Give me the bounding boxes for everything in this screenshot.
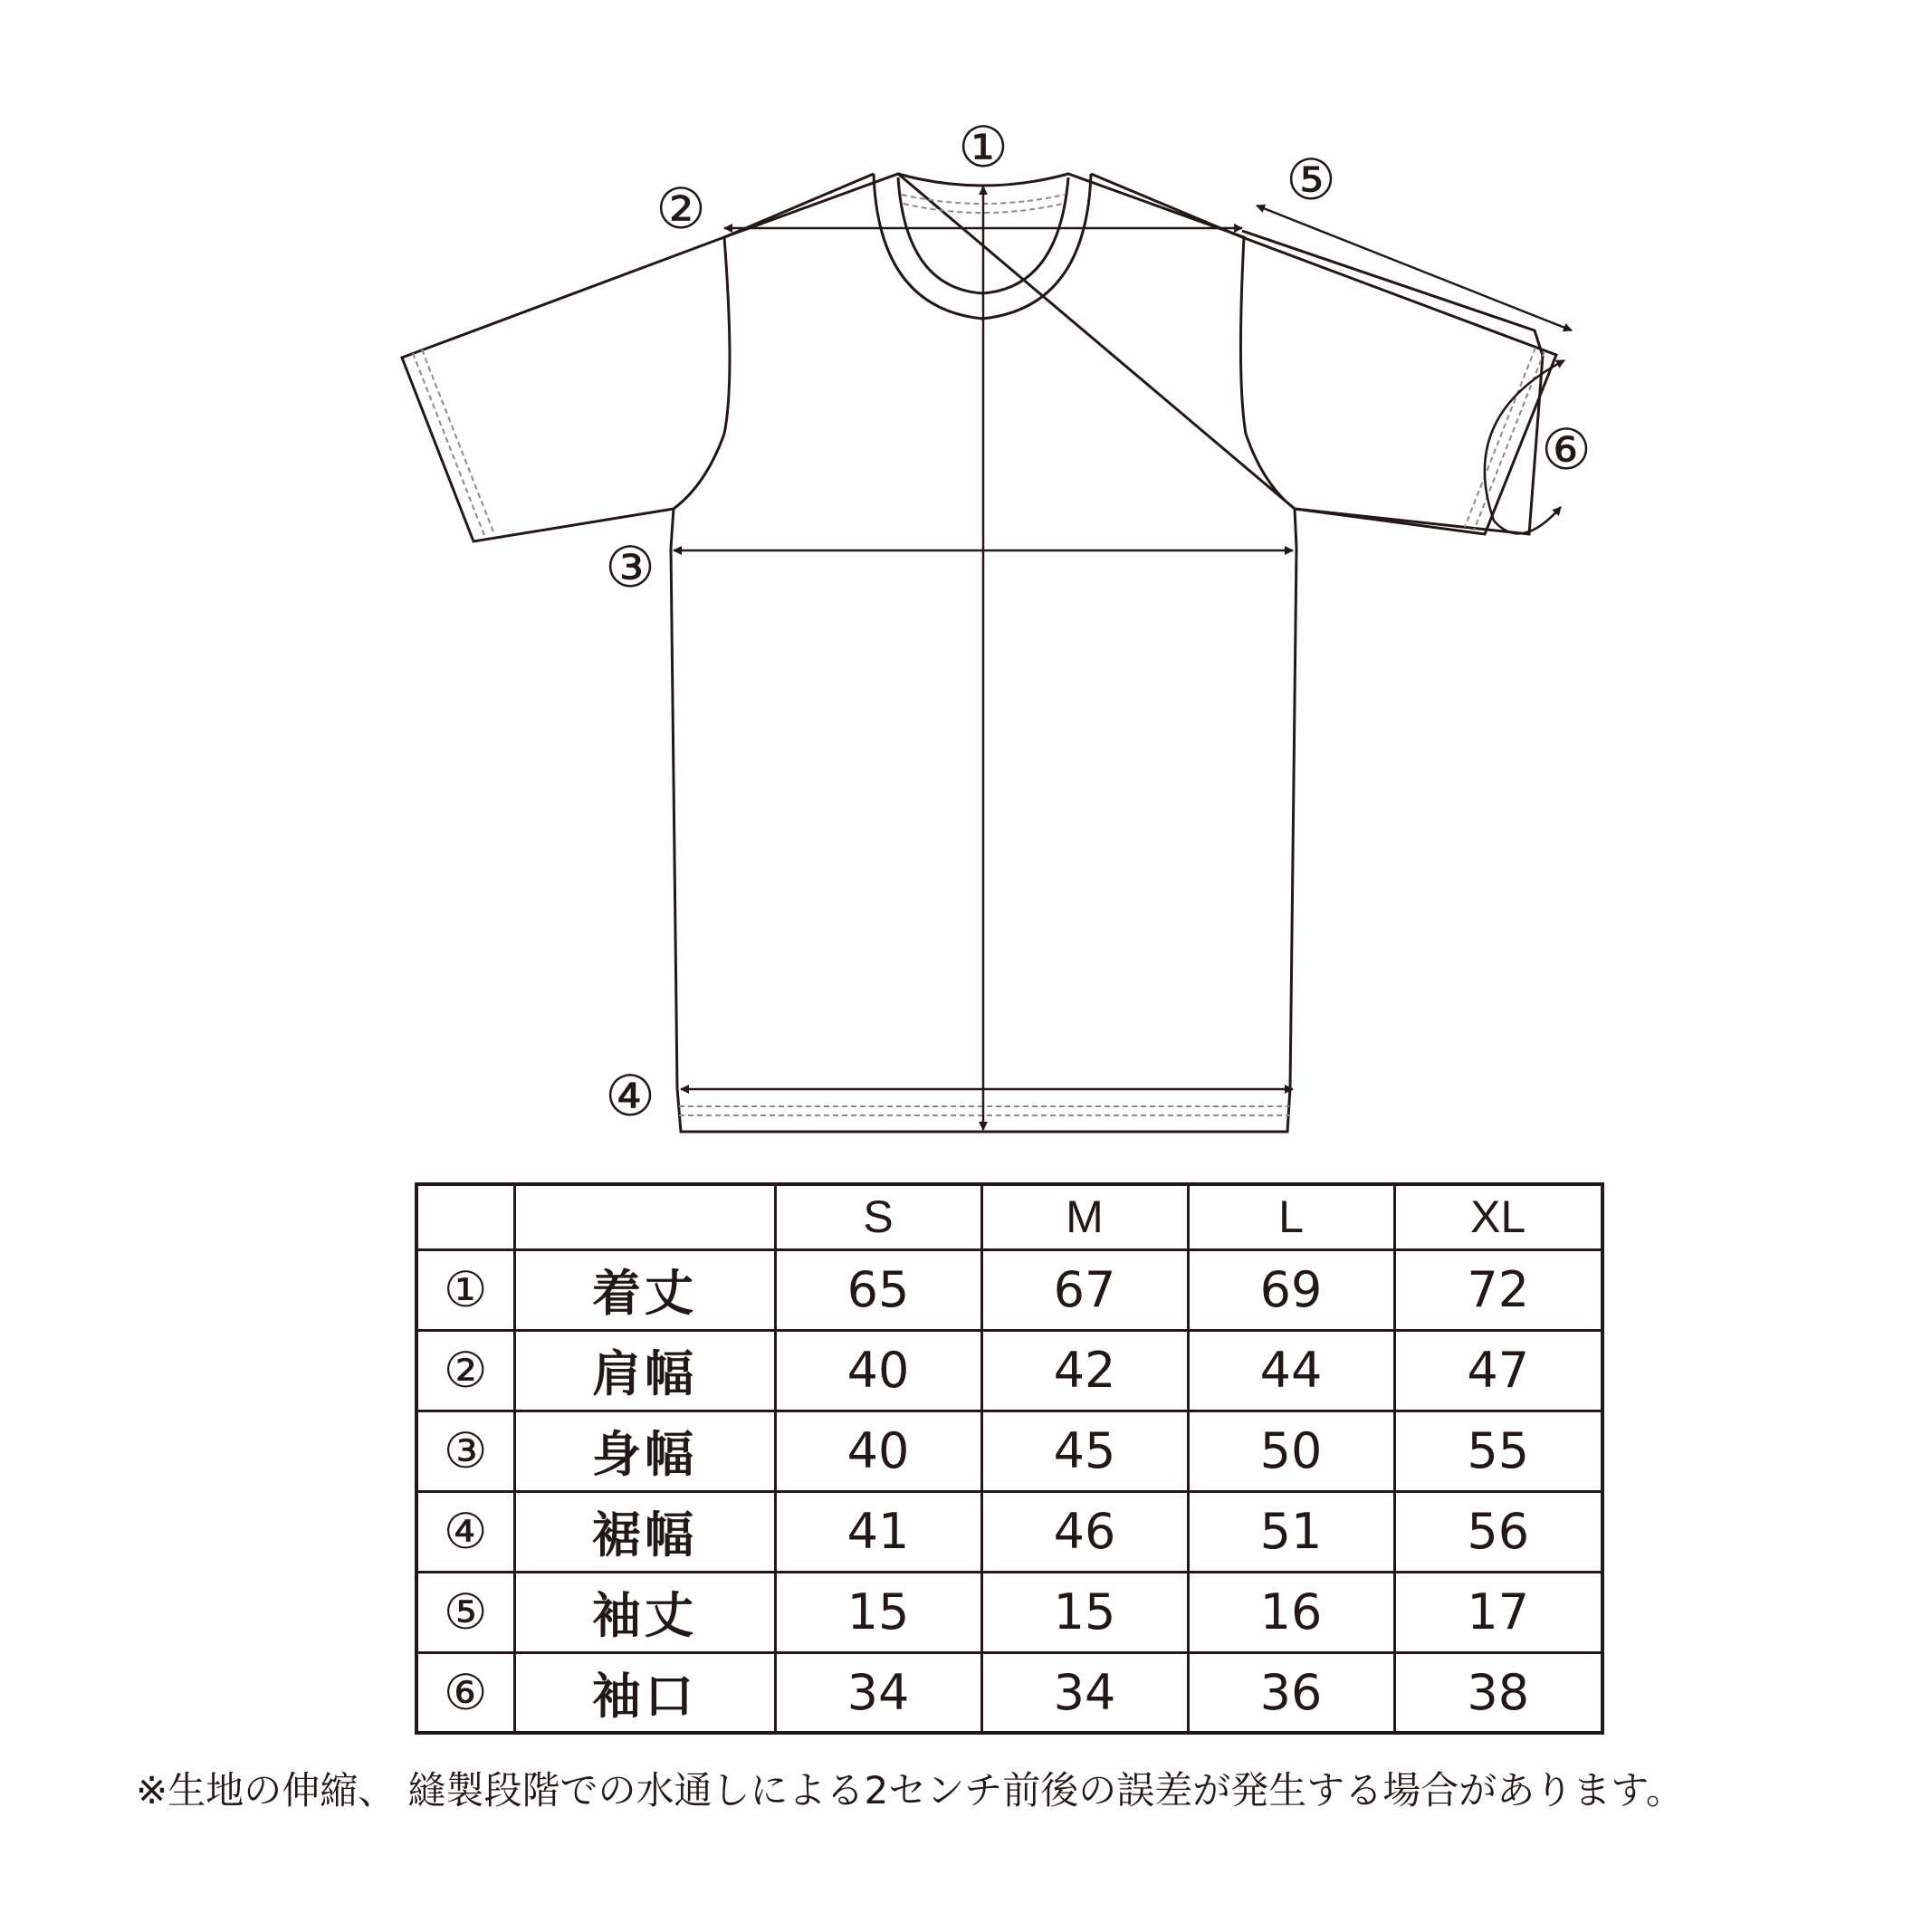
value-m: 15 [981,1572,1188,1652]
value-xl: 56 [1394,1491,1602,1572]
value-s: 41 [775,1491,981,1572]
row-name: 身幅 [514,1411,775,1491]
value-xl: 47 [1394,1330,1602,1411]
header-name-cell [514,1184,775,1249]
table-row [416,1572,1602,1652]
value-s: 65 [775,1249,981,1330]
right-sleeve [1242,237,1556,534]
value-l: 44 [1188,1330,1394,1411]
row-name: 肩幅 [514,1330,775,1411]
value-s: 34 [775,1652,981,1733]
row-marker: ② [416,1330,514,1411]
value-xl: 17 [1394,1572,1602,1652]
left-sleeve [402,237,724,541]
value-m: 46 [981,1491,1188,1572]
row-marker: ⑥ [416,1652,514,1733]
marker-hem-width: ④ [605,1063,655,1129]
table-row [416,1491,1602,1572]
row-marker: ③ [416,1411,514,1491]
header-size-xl: XL [1394,1184,1602,1249]
value-xl: 38 [1394,1652,1602,1733]
marker-sleeve-opening: ⑥ [1541,416,1592,483]
marker-sleeve-length: ⑤ [1286,147,1336,213]
row-marker: ⑤ [416,1572,514,1652]
value-xl: 72 [1394,1249,1602,1330]
table-row [416,1411,1602,1491]
row-marker: ④ [416,1491,514,1572]
value-m: 42 [981,1330,1188,1411]
value-l: 50 [1188,1411,1394,1491]
marker-body-length: ① [958,114,1009,180]
value-s: 40 [775,1411,981,1491]
value-m: 67 [981,1249,1188,1330]
header-size-l: L [1188,1184,1394,1249]
value-m: 34 [981,1652,1188,1733]
footnote: ※生地の伸縮、 縫製段階での水通しによる2センチ前後の誤差が発生する場合があります。 [136,1768,1684,1812]
arrow-sleeve-length [1257,206,1572,330]
table-row [416,1652,1602,1733]
header-marker-cell [416,1184,514,1249]
table-header-row [416,1184,1602,1249]
row-marker: ① [416,1249,514,1330]
shirt-outline [671,174,1543,1132]
value-s: 40 [775,1330,981,1411]
row-name: 袖口 [514,1652,775,1733]
left-sleeve-stitch [413,349,494,538]
value-m: 45 [981,1411,1188,1491]
value-s: 15 [775,1572,981,1652]
table-row [416,1330,1602,1411]
header-size-s: S [775,1184,981,1249]
row-name: 裾幅 [514,1491,775,1572]
value-xl: 55 [1394,1411,1602,1491]
row-name: 袖丈 [514,1572,775,1652]
marker-chest-width: ③ [605,534,655,600]
value-l: 51 [1188,1491,1394,1572]
header-size-m: M [981,1184,1188,1249]
row-name: 着丈 [514,1249,775,1330]
value-l: 16 [1188,1572,1394,1652]
marker-shoulder-width: ② [655,176,706,242]
size-table [415,1182,1604,1735]
value-l: 36 [1188,1652,1394,1733]
table-row [416,1249,1602,1330]
value-l: 69 [1188,1249,1394,1330]
